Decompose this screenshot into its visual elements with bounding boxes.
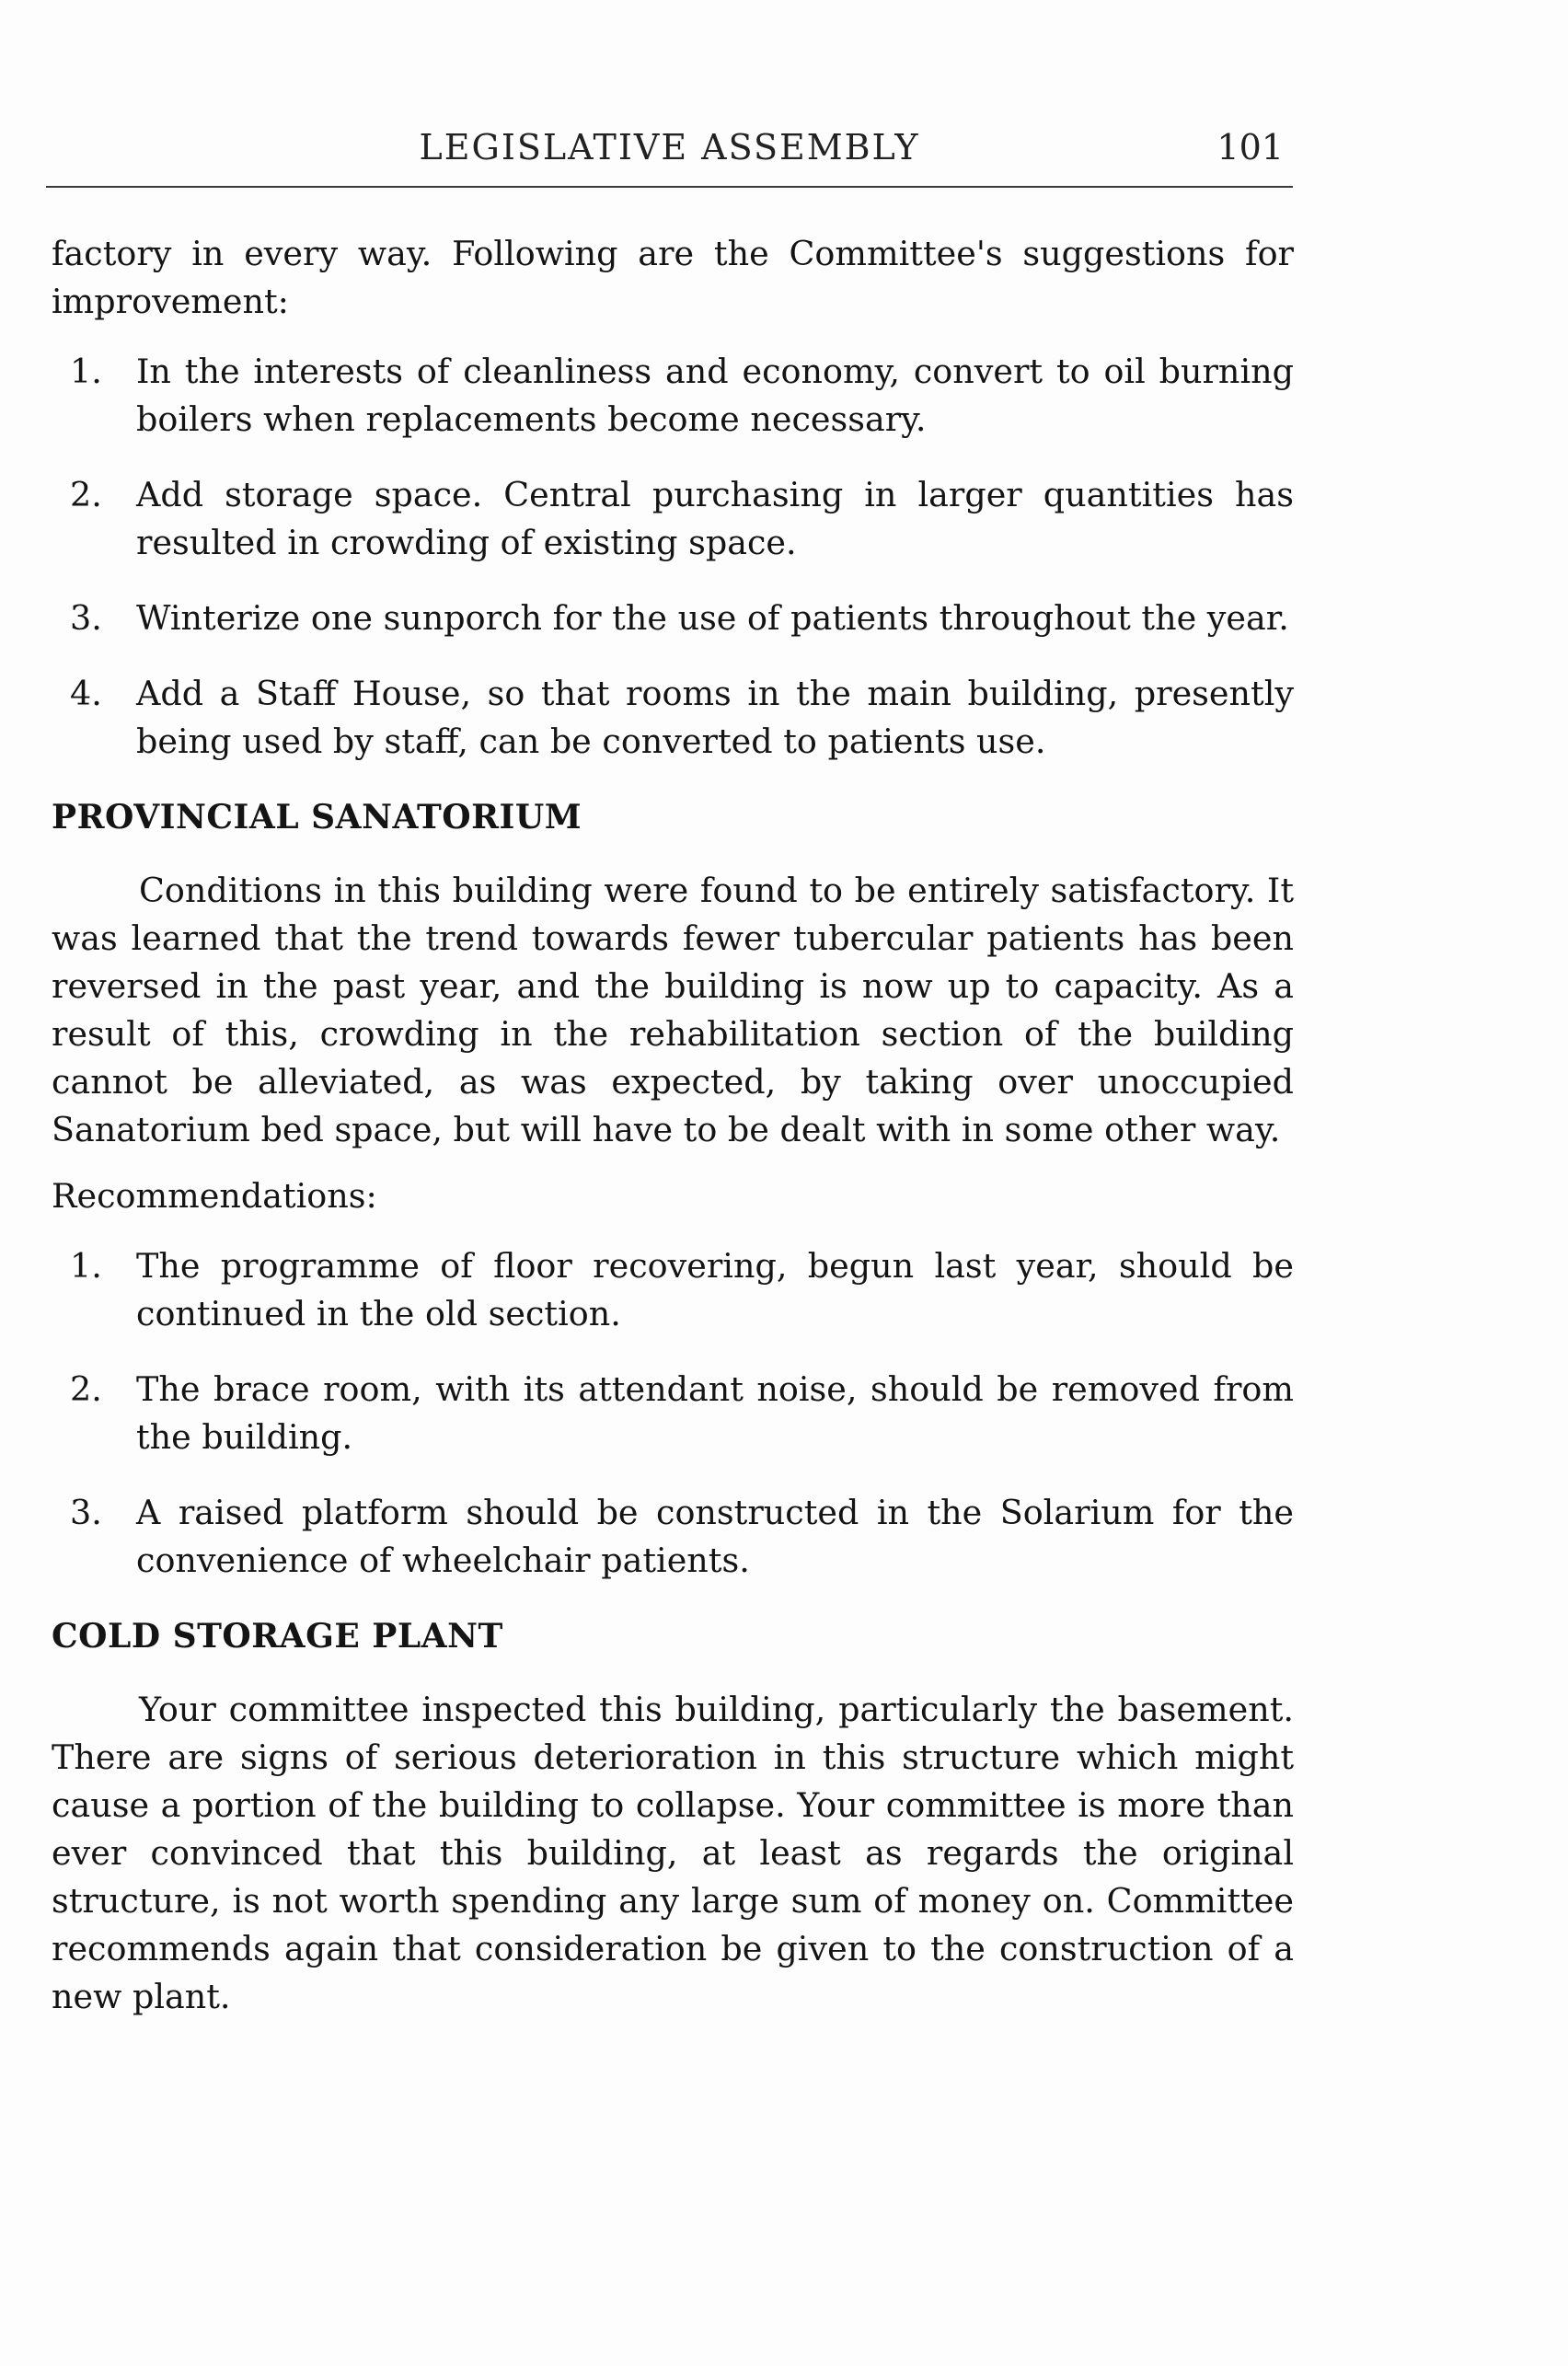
list-number: 1. <box>70 352 102 391</box>
page-body <box>52 230 1294 2021</box>
suggestions-list <box>52 348 1294 766</box>
section-heading-cold-storage: COLD STORAGE PLANT <box>52 1617 503 1656</box>
list-text: A raised platform should be constructed in the Solarium for the convenience of wheelchair patients. <box>136 1493 1294 1580</box>
list-item <box>52 1366 1294 1461</box>
list-item <box>52 1489 1294 1585</box>
list-number: 4. <box>70 674 102 713</box>
list-number: 3. <box>70 1493 102 1532</box>
list-item <box>52 670 1294 766</box>
list-number: 2. <box>70 1369 102 1409</box>
list-item <box>52 471 1294 567</box>
recommendations-list <box>52 1242 1294 1585</box>
running-title: LEGISLATIVE ASSEMBLY <box>419 127 920 167</box>
sanatorium-paragraph: Conditions in this building were found to be entirely satisfactory. It was learned that the trend towards fewer tubercular patients has been reversed in the past year, and the building is now up to capacity. As a result of this, crowding in the rehabilitation section of the building cannot be alleviated, as was expected, by taking over unoccupied Sanatorium bed space, but will have to be dealt with in some other way. <box>52 871 1294 1149</box>
cold-storage-paragraph: Your committee inspected this building, particularly the basement. There are signs of serious deterioration in this structure which might cause a portion of the building to collapse. Your committee is more than ever convinced that this building, at least as regards the original structure, is not worth spending any large sum of money on. Committee recommends again that consideration be given to the construction of a new plant. <box>52 1690 1294 2016</box>
list-text: Add a Staff House, so that rooms in the main building, presently being used by staff, can be converted to patients use. <box>136 674 1294 761</box>
section-heading-sanatorium: PROVINCIAL SANATORIUM <box>52 798 582 837</box>
list-text: Add storage space. Central purchasing in larger quantities has resulted in crowding of existing space. <box>136 475 1294 562</box>
page-header <box>46 120 1293 188</box>
list-number: 2. <box>70 475 102 514</box>
intro-paragraph: factory in every way. Following are the Committee's suggestions for improvement: <box>52 234 1294 321</box>
recommendations-label: Recommendations: <box>52 1176 377 1216</box>
list-number: 3. <box>70 598 102 638</box>
list-text: The programme of floor recovering, begun last year, should be continued in the old section. <box>136 1246 1294 1333</box>
list-text: Winterize one sunporch for the use of patients throughout the year. <box>136 598 1289 638</box>
list-item <box>52 594 1294 642</box>
list-number: 1. <box>70 1246 102 1286</box>
page-number: 101 <box>1216 127 1284 167</box>
list-text: The brace room, with its attendant noise, should be removed from the building. <box>136 1369 1294 1457</box>
list-text: In the interests of cleanliness and economy, convert to oil burning boilers when replacements become necessary. <box>136 352 1294 439</box>
list-item <box>52 348 1294 444</box>
list-item <box>52 1242 1294 1338</box>
